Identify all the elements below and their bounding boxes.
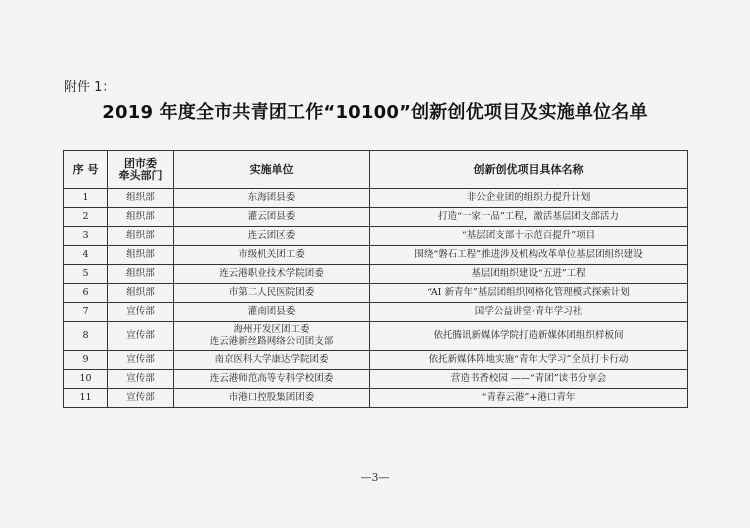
cell-no: 3 bbox=[64, 227, 108, 246]
cell-dept: 宣传部 bbox=[108, 370, 174, 389]
attachment-label: 附件 1： bbox=[64, 80, 116, 95]
header-dept bbox=[108, 151, 174, 189]
header-unit: 实施单位 bbox=[174, 151, 370, 189]
table-row bbox=[64, 284, 688, 303]
cell-unit-line1: 海州开发区团工委 bbox=[233, 324, 310, 335]
cell-project: 国学公益讲堂·青年学习社 bbox=[370, 303, 688, 322]
cell-no: 6 bbox=[64, 284, 108, 303]
cell-no: 11 bbox=[64, 389, 108, 408]
header-dept-line2: 牵头部门 bbox=[118, 168, 163, 182]
cell-no: 8 bbox=[64, 322, 108, 351]
cell-unit: 连云港职业技术学院团委 bbox=[174, 265, 370, 284]
cell-unit: 连云团区委 bbox=[174, 227, 370, 246]
cell-project: 营造书香校园 ——“青团”读书分享会 bbox=[370, 370, 688, 389]
cell-project: 打造“一家一品”工程，激活基层团支部活力 bbox=[370, 208, 688, 227]
cell-no: 2 bbox=[64, 208, 108, 227]
cell-unit: 连云港师范高等专科学校团委 bbox=[174, 370, 370, 389]
cell-dept: 组织部 bbox=[108, 246, 174, 265]
table-row bbox=[64, 389, 688, 408]
cell-dept: 组织部 bbox=[108, 284, 174, 303]
cell-dept: 组织部 bbox=[108, 208, 174, 227]
project-table bbox=[63, 150, 688, 408]
header-dept-line1: 团市委 bbox=[124, 156, 157, 170]
cell-dept: 宣传部 bbox=[108, 389, 174, 408]
cell-dept: 组织部 bbox=[108, 265, 174, 284]
page-number: —3— bbox=[360, 471, 390, 484]
table-row bbox=[64, 189, 688, 208]
table-row bbox=[64, 351, 688, 370]
table-row bbox=[64, 246, 688, 265]
cell-dept: 组织部 bbox=[108, 227, 174, 246]
table-row bbox=[64, 227, 688, 246]
cell-project: 依托新媒体阵地实施“青年大学习”全员打卡行动 bbox=[370, 351, 688, 370]
document-title: 2019 年度全市共青团工作“10100”创新创优项目及实施单位名单 bbox=[102, 102, 648, 123]
cell-project: 依托腾讯新媒体学院打造新媒体团组织样板间 bbox=[370, 322, 688, 351]
cell-unit: 市级机关团工委 bbox=[174, 246, 370, 265]
cell-unit: 南京医科大学康达学院团委 bbox=[174, 351, 370, 370]
cell-unit: 东海团县委 bbox=[174, 189, 370, 208]
cell-project: 基层团组织建设“五进”工程 bbox=[370, 265, 688, 284]
cell-unit: 灌云团县委 bbox=[174, 208, 370, 227]
cell-project: “青春云港”+港口青年 bbox=[370, 389, 688, 408]
table-row bbox=[64, 265, 688, 284]
cell-no: 7 bbox=[64, 303, 108, 322]
cell-project: 围绕“磐石工程”推进涉及机构改革单位基层团组织建设 bbox=[370, 246, 688, 265]
cell-project: “基层团支部十示范百提升”项目 bbox=[370, 227, 688, 246]
table-row bbox=[64, 370, 688, 389]
header-project: 创新创优项目具体名称 bbox=[370, 151, 688, 189]
cell-unit: 市港口控股集团团委 bbox=[174, 389, 370, 408]
cell-dept: 宣传部 bbox=[108, 322, 174, 351]
cell-dept: 宣传部 bbox=[108, 351, 174, 370]
cell-project: 非公企业团的组织力提升计划 bbox=[370, 189, 688, 208]
cell-no: 5 bbox=[64, 265, 108, 284]
cell-unit: 灌南团县委 bbox=[174, 303, 370, 322]
table-row bbox=[64, 303, 688, 322]
cell-project: “AI 新青年”基层团组织网格化管理模式探索计划 bbox=[370, 284, 688, 303]
cell-no: 9 bbox=[64, 351, 108, 370]
cell-unit-line2: 连云港新丝路网络公司团支部 bbox=[209, 336, 334, 347]
table-header-row bbox=[64, 151, 688, 189]
table-row bbox=[64, 322, 688, 351]
header-no: 序 号 bbox=[64, 151, 108, 189]
cell-unit bbox=[174, 322, 370, 351]
cell-dept: 组织部 bbox=[108, 189, 174, 208]
cell-no: 1 bbox=[64, 189, 108, 208]
cell-unit: 市第二人民医院团委 bbox=[174, 284, 370, 303]
cell-no: 4 bbox=[64, 246, 108, 265]
cell-dept: 宣传部 bbox=[108, 303, 174, 322]
table-row bbox=[64, 208, 688, 227]
cell-no: 10 bbox=[64, 370, 108, 389]
